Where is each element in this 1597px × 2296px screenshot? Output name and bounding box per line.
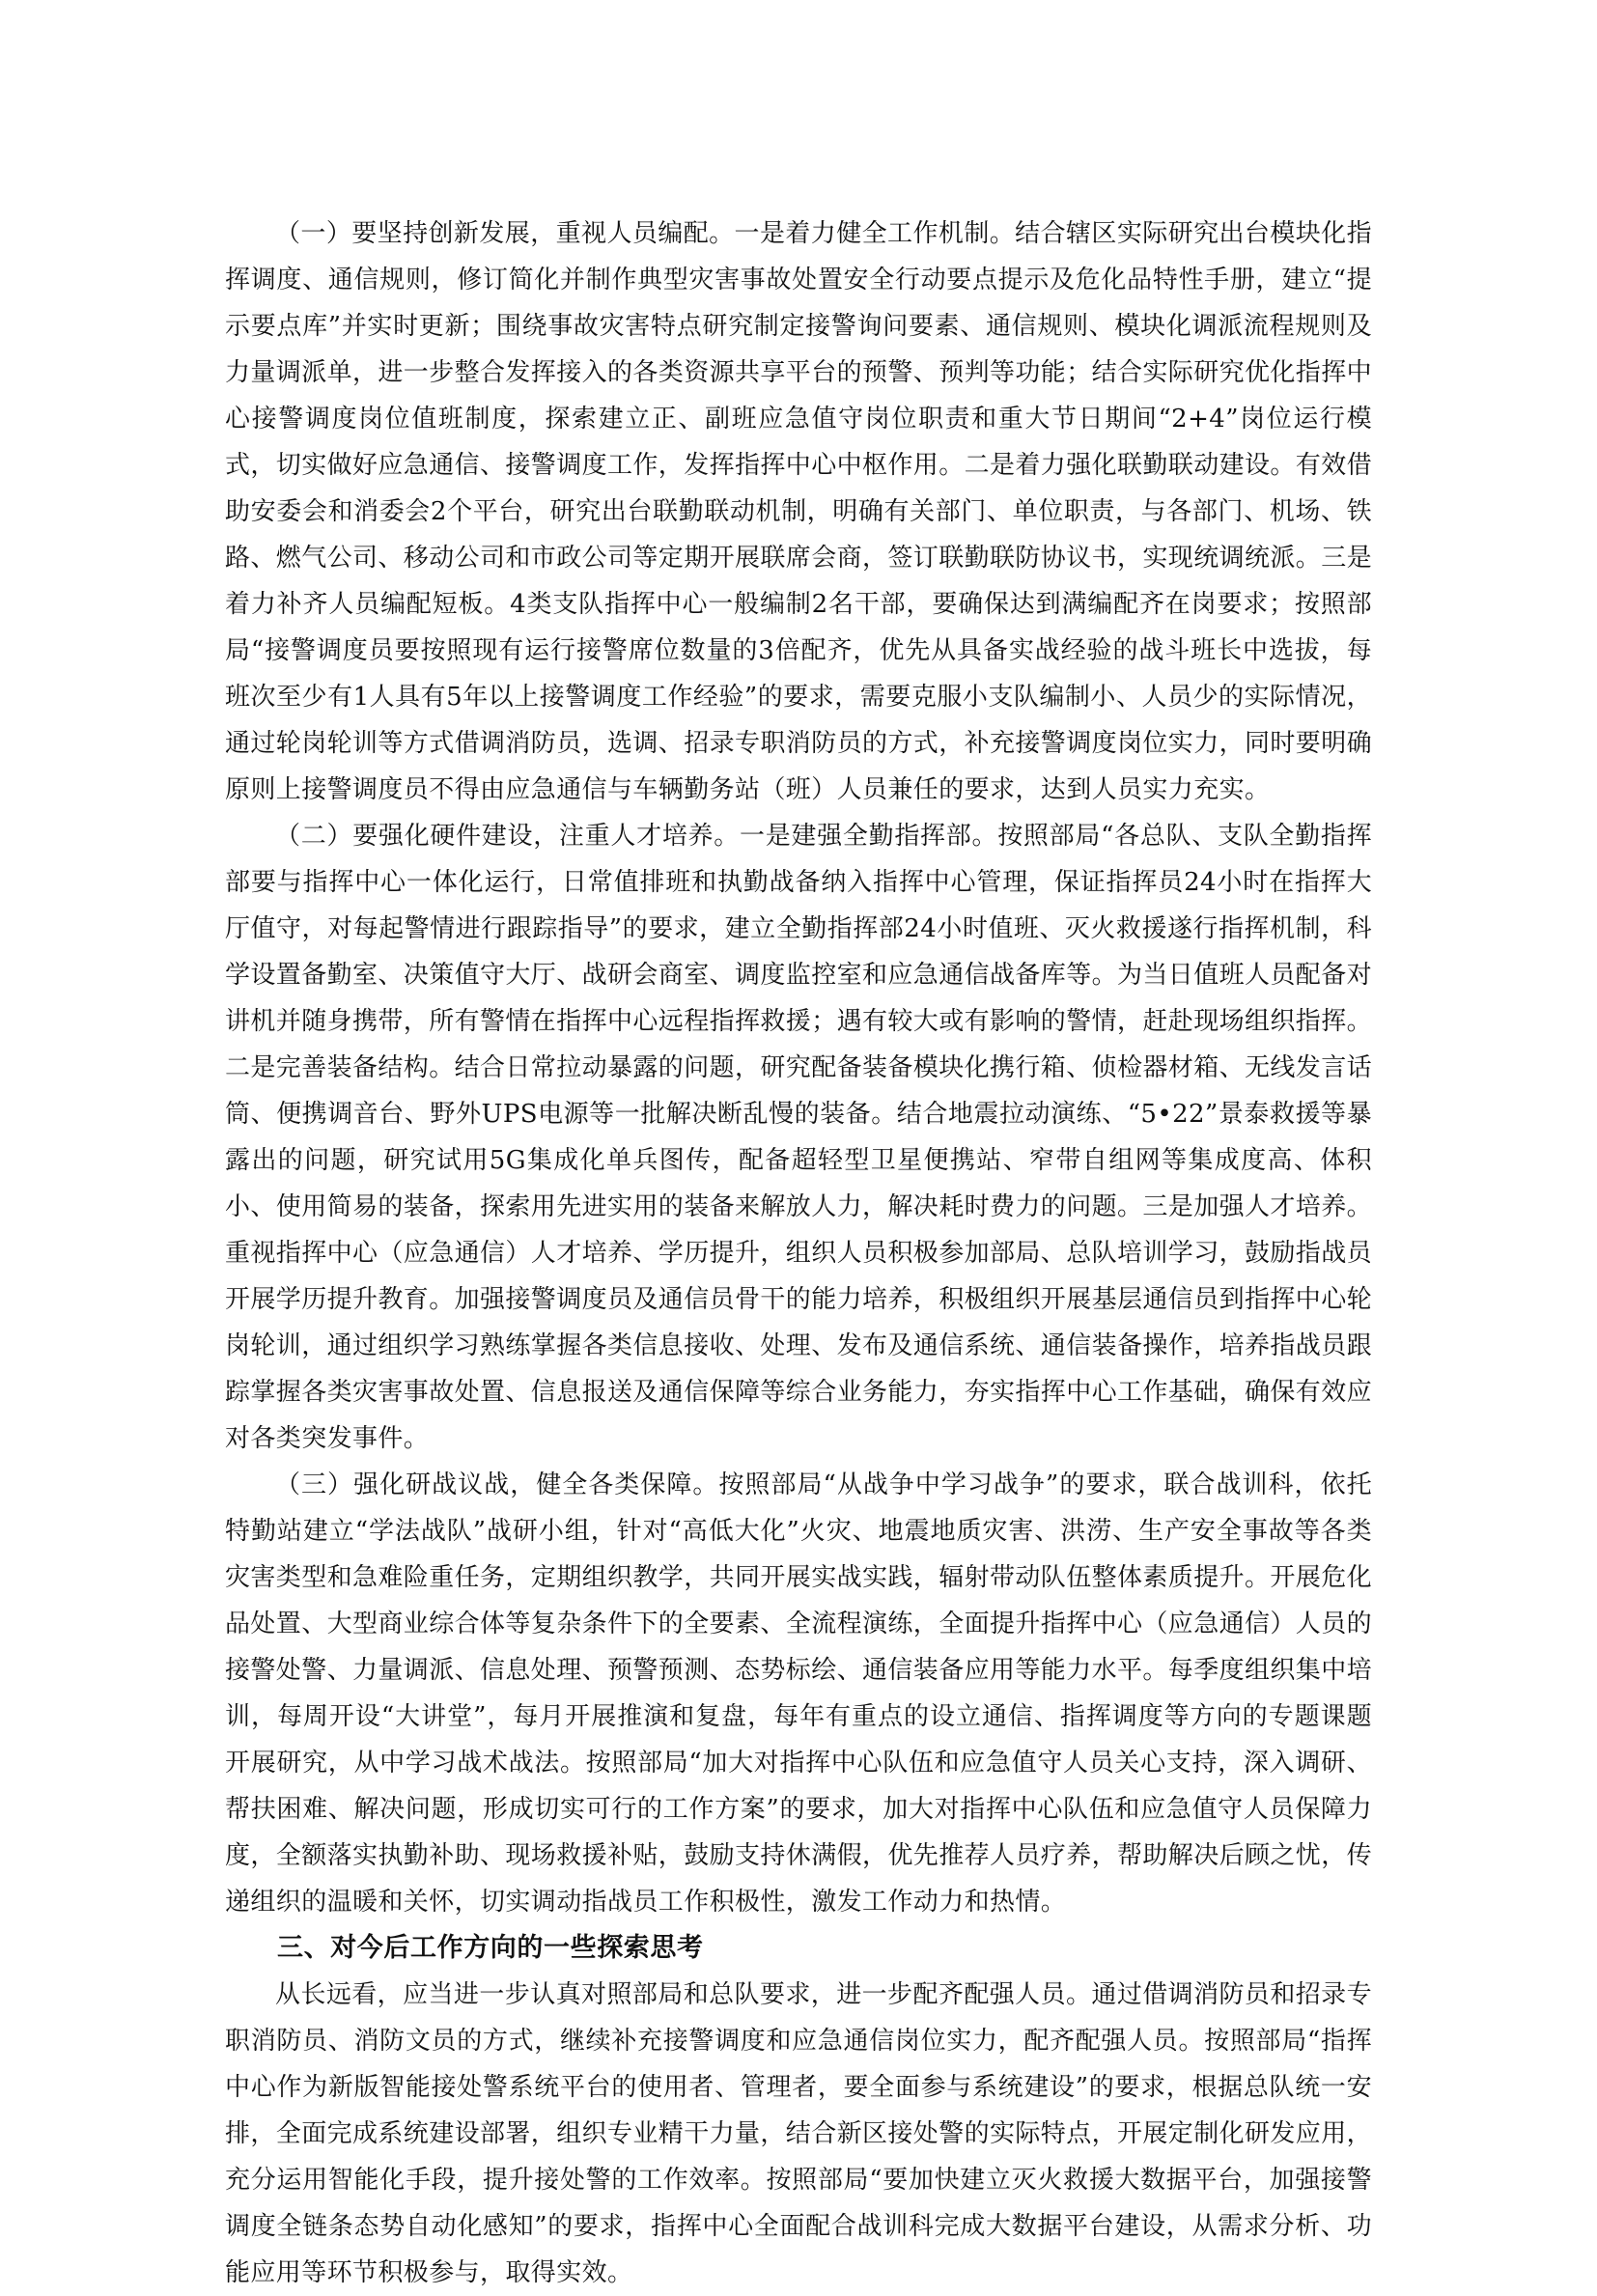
paragraph-two: （二）要强化硬件建设，注重人才培养。一是建强全勤指挥部。按照部局“各总队、支队全勤指挥部要与指挥中心一体化运行，日常值排班和执勤战备纳入指挥中心管理，保证指挥员24小时在指挥大厅值守，对每起警情进行跟踪指导”的要求，建立全勤指挥部24小时值班、灭火救援遂行指挥机制，科学设置备勤室、决策值守大厅、战研会商室、调度监控室和应急通信战备库等。为当日值班人员配备对讲机并随身携带，所有警情在指挥中心远程指挥救援；遇有较大或有影响的警情，赶赴现场组织指挥。二是完善装备结构。结合日常拉动暴露的问题，研究配备装备模块化携行箱、侦检器材箱、无线发言话筒、便携调音台、野外UPS电源等一批解决断乱慢的装备。结合地震拉动演练、“5•22”景泰救援等暴露出的问题，研究试用5G集成化单兵图传，配备超轻型卫星便携站、窄带自组网等集成度高、体积小、使用简易的装备，探索用先进实用的装备来解放人力，解决耗时费力的问题。三是加强人才培养。重视指挥中心（应急通信）人才培养、学历提升，组织人员积极参加部局、总队培训学习，鼓励指战员开展学历提升教育。加强接警调度员及通信员骨干的能力培养，积极组织开展基层通信员到指挥中心轮岗轮训，通过组织学习熟练掌握各类信息接收、处理、发布及通信系统、通信装备操作，培养指战员跟踪掌握各类灾害事故处置、信息报送及通信保障等综合业务能力，夯实指挥中心工作基础，确保有效应对各类突发事件。 [225, 822, 1373, 1453]
paragraph-three: （三）强化研战议战，健全各类保障。按照部局“从战争中学习战争”的要求，联合战训科，依托特勤站建立“学法战队”战研小组，针对“高低大化”火灾、地震地质灾害、洪涝、生产安全事故等各类灾害类型和急难险重任务，定期组织教学，共同开展实战实践，辐射带动队伍整体素质提升。开展危化品处置、大型商业综合体等复杂条件下的全要素、全流程演练，全面提升指挥中心（应急通信）人员的接警处警、力量调派、信息处理、预警预测、态势标绘、通信装备应用等能力水平。每季度组织集中培训，每周开设“大讲堂”，每月开展推演和复盘，每年有重点的设立通信、指挥调度等方向的专题课题开展研究，从中学习战术战法。按照部局“加大对指挥中心队伍和应急值守人员关心支持，深入调研、帮扶困难、解决问题，形成切实可行的工作方案”的要求，加大对指挥中心队伍和应急值守人员保障力度，全额落实执勤补助、现场救援补贴，鼓励支持休满假，优先推荐人员疗养，帮助解决后顾之忧，传递组织的温暖和关怀，切实调动指战员工作积极性，激发工作动力和热情。 [225, 1470, 1373, 1917]
section-heading: 三、对今后工作方向的一些探索思考 [277, 1933, 704, 1963]
closing-paragraph: 从长远看，应当进一步认真对照部局和总队要求，进一步配齐配强人员。通过借调消防员和招录专职消防员、消防文员的方式，继续补充接警调度和应急通信岗位实力，配齐配强人员。按照部局“指挥中心作为新版智能接处警系统平台的使用者、管理者，要全面参与系统建设”的要求，根据总队统一安排，全面完成系统建设部署，组织专业精干力量，结合新区接处警的实际特点，开展定制化研发应用，充分运用智能化手段，提升接处警的工作效率。按照部局“要加快建立灭火救援大数据平台，加强接警调度全链条态势自动化感知”的要求，指挥中心全面配合战训科完成大数据平台建设，从需求分析、功能应用等环节积极参与，取得实效。 [225, 1980, 1373, 2287]
paragraph-one: （一）要坚持创新发展，重视人员编配。一是着力健全工作机制。结合辖区实际研究出台模块化指挥调度、通信规则，修订简化并制作典型灾害事故处置安全行动要点提示及危化品特性手册，建立“提示要点库”并实时更新；围绕事故灾害特点研究制定接警询问要素、通信规则、模块化调派流程规则及力量调派单，进一步整合发挥接入的各类资源共享平台的预警、预判等功能；结合实际研究优化指挥中心接警调度岗位值班制度，探索建立正、副班应急值守岗位职责和重大节日期间“2+4”岗位运行模式，切实做好应急通信、接警调度工作，发挥指挥中心中枢作用。二是着力强化联勤联动建设。有效借助安委会和消委会2个平台，研究出台联勤联动机制，明确有关部门、单位职责，与各部门、机场、铁路、燃气公司、移动公司和市政公司等定期开展联席会商，签订联勤联防协议书，实现统调统派。三是着力补齐人员编配短板。4类支队指挥中心一般编制2名干部，要确保达到满编配齐在岗要求；按照部局“接警调度员要按照现有运行接警席位数量的3倍配齐，优先从具备实战经验的战斗班长中选拔，每班次至少有1人具有5年以上接警调度工作经验”的要求，需要克服小支队编制小、人员少的实际情况，通过轮岗轮训等方式借调消防员，选调、招录专职消防员的方式，补充接警调度岗位实力，同时要明确原则上接警调度员不得由应急通信与车辆勤务站（班）人员兼任的要求，达到人员实力充实。 [225, 219, 1373, 804]
document-page [225, 210, 1372, 2296]
